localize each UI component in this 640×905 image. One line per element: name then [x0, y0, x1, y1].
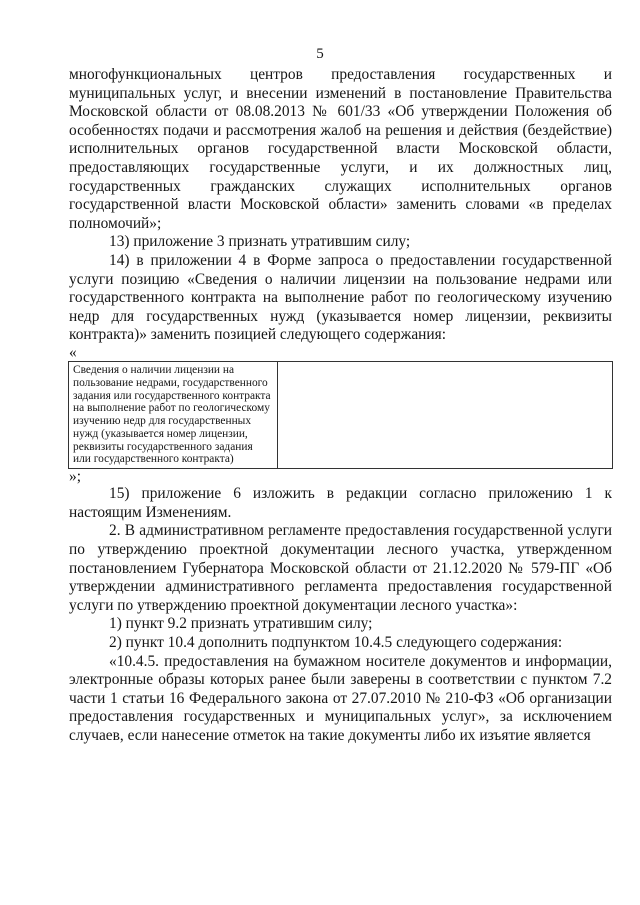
quote-close: »; [69, 468, 81, 486]
quote-open: « [69, 343, 77, 361]
paragraph-sub-1: 1) пункт 9.2 признать утратившим силу; [109, 615, 373, 633]
paragraph-10-4-5: «10.4.5. предоставления на бумажном носителе документов и информации, электронные образы которых ранее были заверены в соответствии с пунктом 7.2 части 1 статьи 16 Федерального закона от 27.07.2010 № 210-ФЗ «Об организации предоставления государственных и муниципальных услуг», за исключением случаев, если нанесение отметок на такие документы либо их изъятие является [69, 652, 612, 744]
inserted-position-table [68, 361, 613, 469]
paragraph-section-2: 2. В административном регламенте предоставления государственной услуги по утверждению проектной документации лесного участка, утвержденном постановлением Губернатора Московской области от 21.12.2020 № 579-ПГ «Об утверждении административного регламента предоставления государственной услуги по утверждению проектной документации лесного участка»: [69, 522, 612, 614]
table-value-cell [278, 361, 613, 468]
paragraph-continuation: многофункциональных центров предоставления государственных и муниципальных услуг, и внесении изменений в постановление Правительства Московской области от 08.08.2013 № 601/33 «Об утверждении Положения об особенностях подачи и рассмотрения жалоб на решения и действия (бездействие) исполнительных органов государственной власти Московской области, предоставляющих государственные услуги, и их должностных лиц, государственных гражданских служащих исполнительных органов государственной власти Московской области» заменить словами «в пределах полномочий»; [69, 66, 612, 232]
paragraph-sub-2: 2) пункт 10.4 дополнить подпунктом 10.4.5 следующего содержания: [109, 634, 563, 652]
paragraph-item-15: 15) приложение 6 изложить в редакции согласно приложению 1 к настоящим Изменениям. [69, 485, 612, 521]
table-label-cell: Сведения о наличии лицензии на пользование недрами, государственного задания или государственного контракта на выполнение работ по геологическому изучению недр для государственных нужд (указывается номер лицензии, реквизиты государственного задания или государственного контракта) [69, 361, 278, 468]
page-number: 5 [316, 46, 324, 62]
document-body [69, 66, 612, 746]
table-row [69, 361, 613, 468]
paragraph-item-14: 14) в приложении 4 в Форме запроса о предоставлении государственной услуги позицию «Сведения о наличии лицензии на пользование недрами или государственного контракта на выполнение работ по геологическому изучению недр для государственных нужд (указывается номер лицензии, реквизиты контракта)» заменить позицией следующего содержания: [69, 251, 612, 344]
paragraph-item-13: 13) приложение 3 признать утратившим силу; [109, 233, 411, 251]
